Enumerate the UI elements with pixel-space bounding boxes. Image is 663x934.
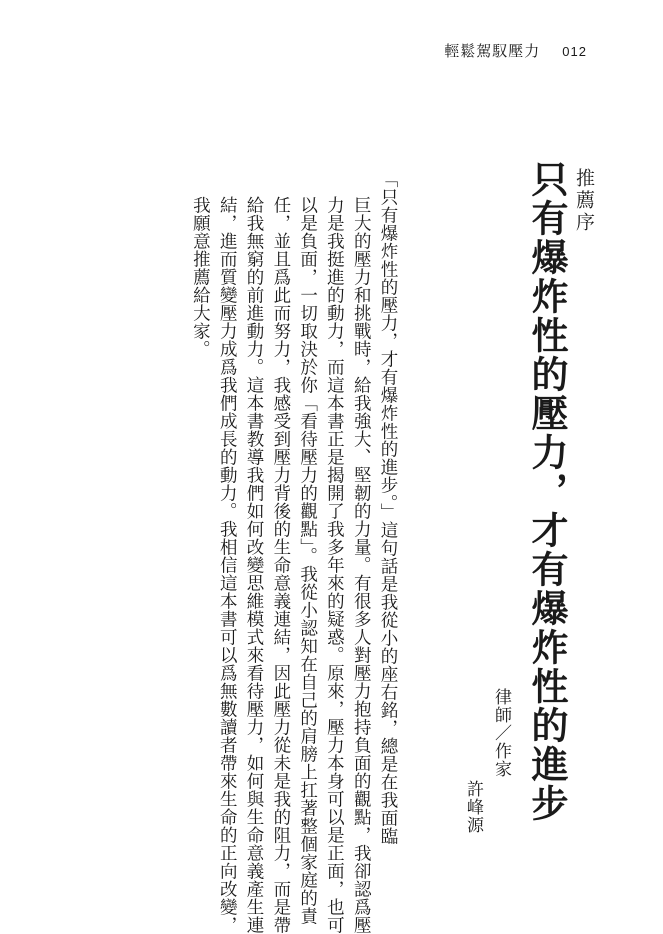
body-line: 給我無窮的前進動力。這本書教導我們如何改變思維模式來看待壓力，如何與生命意義產生連 (244, 196, 265, 934)
page-number: 012 (562, 44, 587, 59)
body-line: 以是負面，一切取決於你「看待壓力的觀點」。我從小認知在自己的肩膀上扛著整個家庭的責 (297, 196, 318, 926)
author-name: 許峰源 (463, 780, 483, 834)
body-text (187, 170, 401, 934)
body-line: 巨大的壓力和挑戰時，給我強大、堅韌的力量。有很多人對壓力抱持負面的觀點，我卻認爲壓 (351, 196, 372, 934)
body-line: 力是我挺進的動力，而這本書正是揭開了我多年來的疑惑。原來，壓力本身可以是正面，也可 (324, 196, 345, 934)
chapter-title: 只有爆炸性的壓力，才有爆炸性的進步 (525, 160, 569, 823)
body-line: 我願意推薦給大家。 (190, 196, 211, 358)
running-header (444, 40, 587, 61)
body-line: 「只有爆炸性的壓力，才有爆炸性的進步。」這句話是我從小的座右銘，總是在我面臨 (378, 170, 398, 846)
book-title: 輕鬆駕馭壓力 (444, 42, 541, 60)
body-line: 結，進而質變壓力成爲我們成長的動力。我相信這本書可以爲無數讀者帶來生命的正向改變， (217, 196, 238, 934)
author-role: 律師／作家 (491, 688, 511, 778)
author-byline (459, 688, 515, 834)
body-line: 任，並且爲此而努力，我感受到壓力背後的生命意義連結，因此壓力從未是我的阻力，而是帶 (270, 196, 291, 934)
section-label: 推薦序 (573, 168, 595, 234)
